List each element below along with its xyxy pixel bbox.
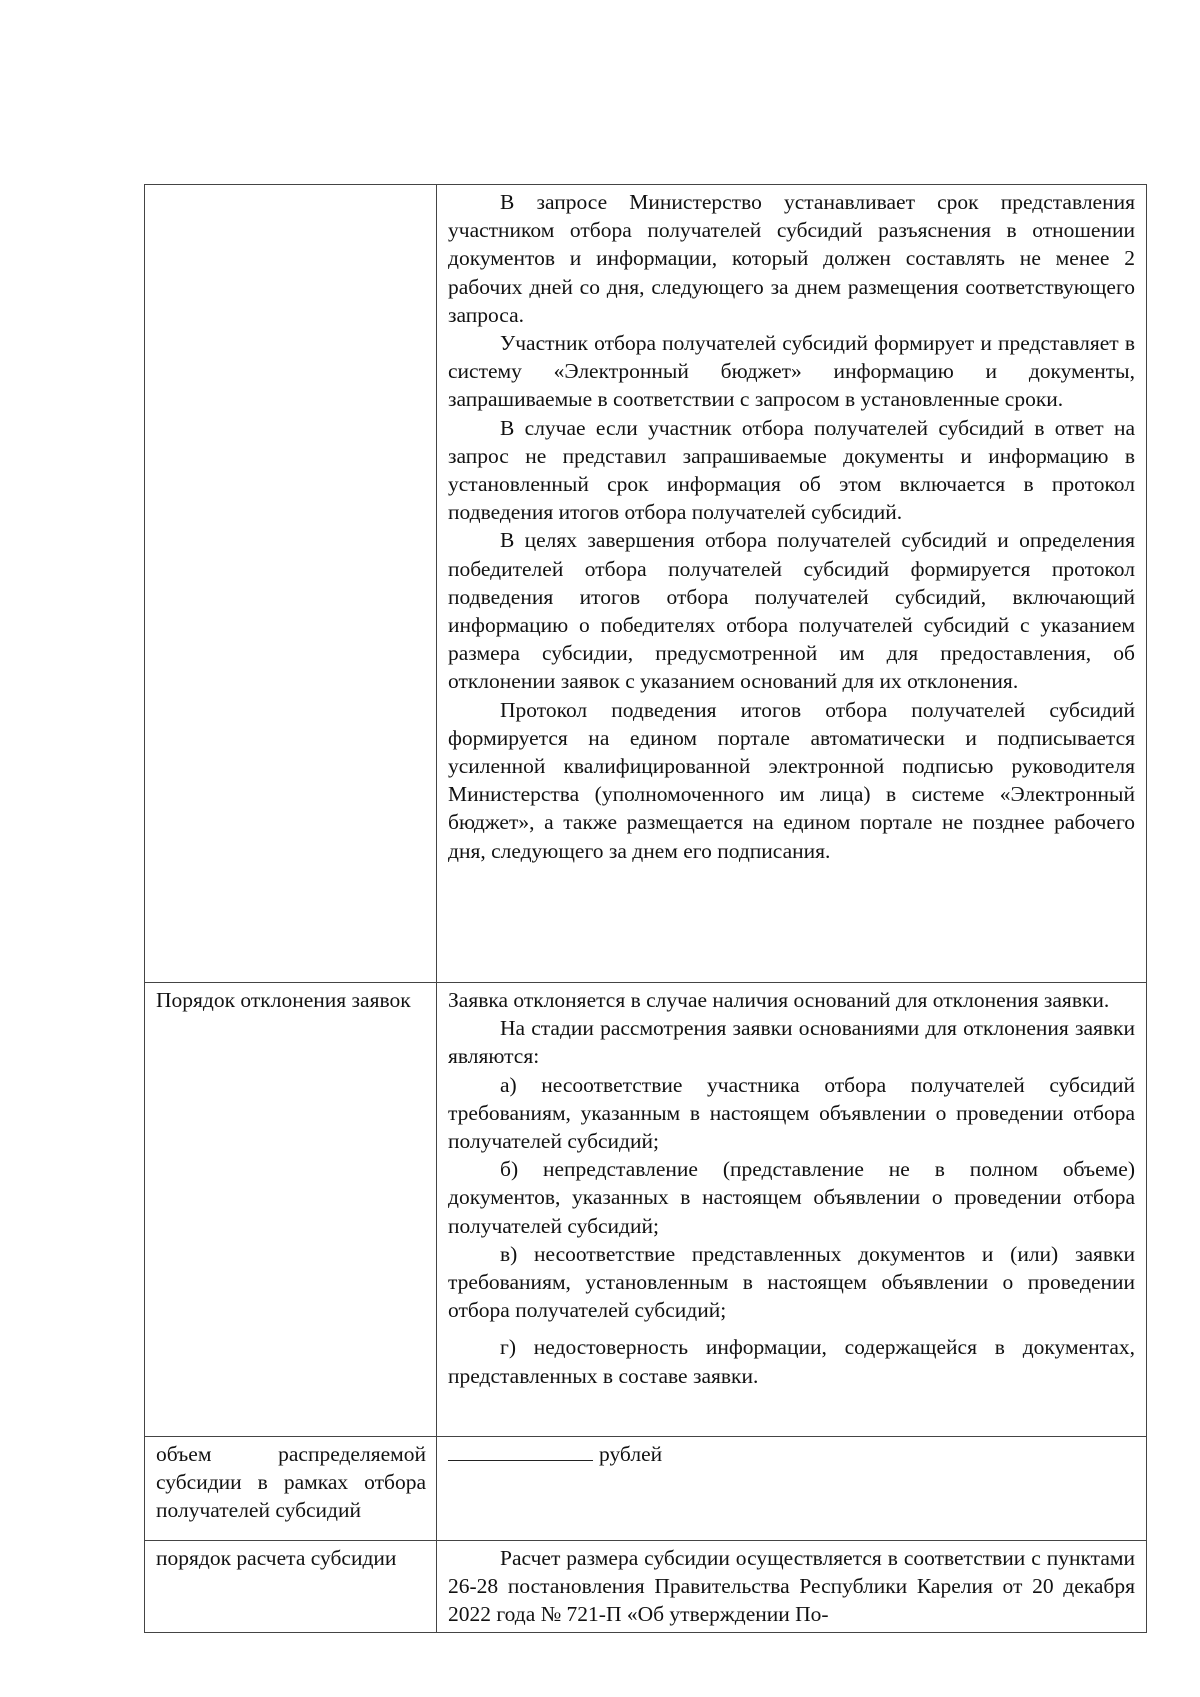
table-row (145, 983, 1147, 1437)
paragraph (448, 1440, 1135, 1468)
paragraph: Протокол подведения итогов отбора получателей субсидий формируется на едином портале автоматически и подписывается усиленной квалифицированной электронной подписью руководителя Министерства (уполномоченного им лица) в системе «Электронный бюджет», а также размещается на едином портале не позднее рабочего дня, следующего за днем его подписания. (448, 697, 1135, 863)
currency-label: рублей (599, 1442, 663, 1466)
row-label-cell (145, 185, 437, 983)
paragraph: а) несоответствие участника отбора получателей субсидий требованиям, указанным в настоящем объявлении о проведении отбора получателей субсидий; (448, 1072, 1135, 1154)
paragraph: Расчет размера субсидии осуществляется в соответствии с пунктами 26-28 постановления Правительства Республики Карелия от 20 декабря 2022 года № 721-П «Об утверждении По- (448, 1546, 1135, 1627)
row-content-cell (437, 983, 1147, 1437)
paragraph: На стадии рассмотрения заявки основаниями для отклонения заявки являются: (448, 1016, 1135, 1069)
paragraph: В запросе Министерство устанавливает срок представления участником отбора получателей субсидий разъяснения в отношении документов и информации, который должен составлять не менее 2 рабочих дней со дня, следующего за днем размещения соответствующего запроса. (448, 190, 1135, 327)
table-row (145, 1437, 1147, 1541)
table-row (145, 1541, 1147, 1633)
paragraph: б) непредставление (представление не в полном объеме) документов, указанных в настоящем объявлении о проведении отбора получателей субсидий; (448, 1157, 1135, 1238)
row-content-cell (437, 185, 1147, 983)
row-label-cell: порядок расчета субсидии (145, 1541, 437, 1633)
paragraph: В случае если участник отбора получателей субсидий в ответ на запрос не представил запрашиваемые документы и информацию в установленный срок информация об этом включается в протокол подведения итогов отбора получателей субсидий. (448, 415, 1135, 525)
announcement-table (144, 184, 1147, 1633)
paragraph: Участник отбора получателей субсидий формирует и представляет в систему «Электронный бюджет» информацию и документы, запрашиваемые в соответствии с запросом в установленные сроки. (448, 331, 1135, 412)
paragraph: в) несоответствие представленных документов и (или) заявки требованиям, установленным в настоящем объявлении о проведении отбора получателей субсидий; (448, 1241, 1135, 1323)
row-content-cell (437, 1437, 1147, 1541)
row-label-cell: объем распределяемой субсидии в рамках отбора получателей субсидий (145, 1437, 437, 1541)
paragraph: В целях завершения отбора получателей субсидий и определения победителей отбора получателей субсидий формируется протокол подведения итогов отбора получателей субсидий, включающий информацию о победителях отбора получателей субсидий с указанием размера субсидии, предусмотренной им для предоставления, об отклонении заявок с указанием оснований для их отклонения. (448, 528, 1135, 694)
amount-blank (448, 1440, 593, 1461)
paragraph: г) недостоверность информации, содержащейся в документах, представленных в составе заявки. (448, 1335, 1135, 1388)
row-content-cell (437, 1541, 1147, 1633)
row-label-cell: Порядок отклонения заявок (145, 983, 437, 1437)
table-row (145, 185, 1147, 983)
paragraph: Заявка отклоняется в случае наличия оснований для отклонения заявки. (448, 988, 1110, 1012)
